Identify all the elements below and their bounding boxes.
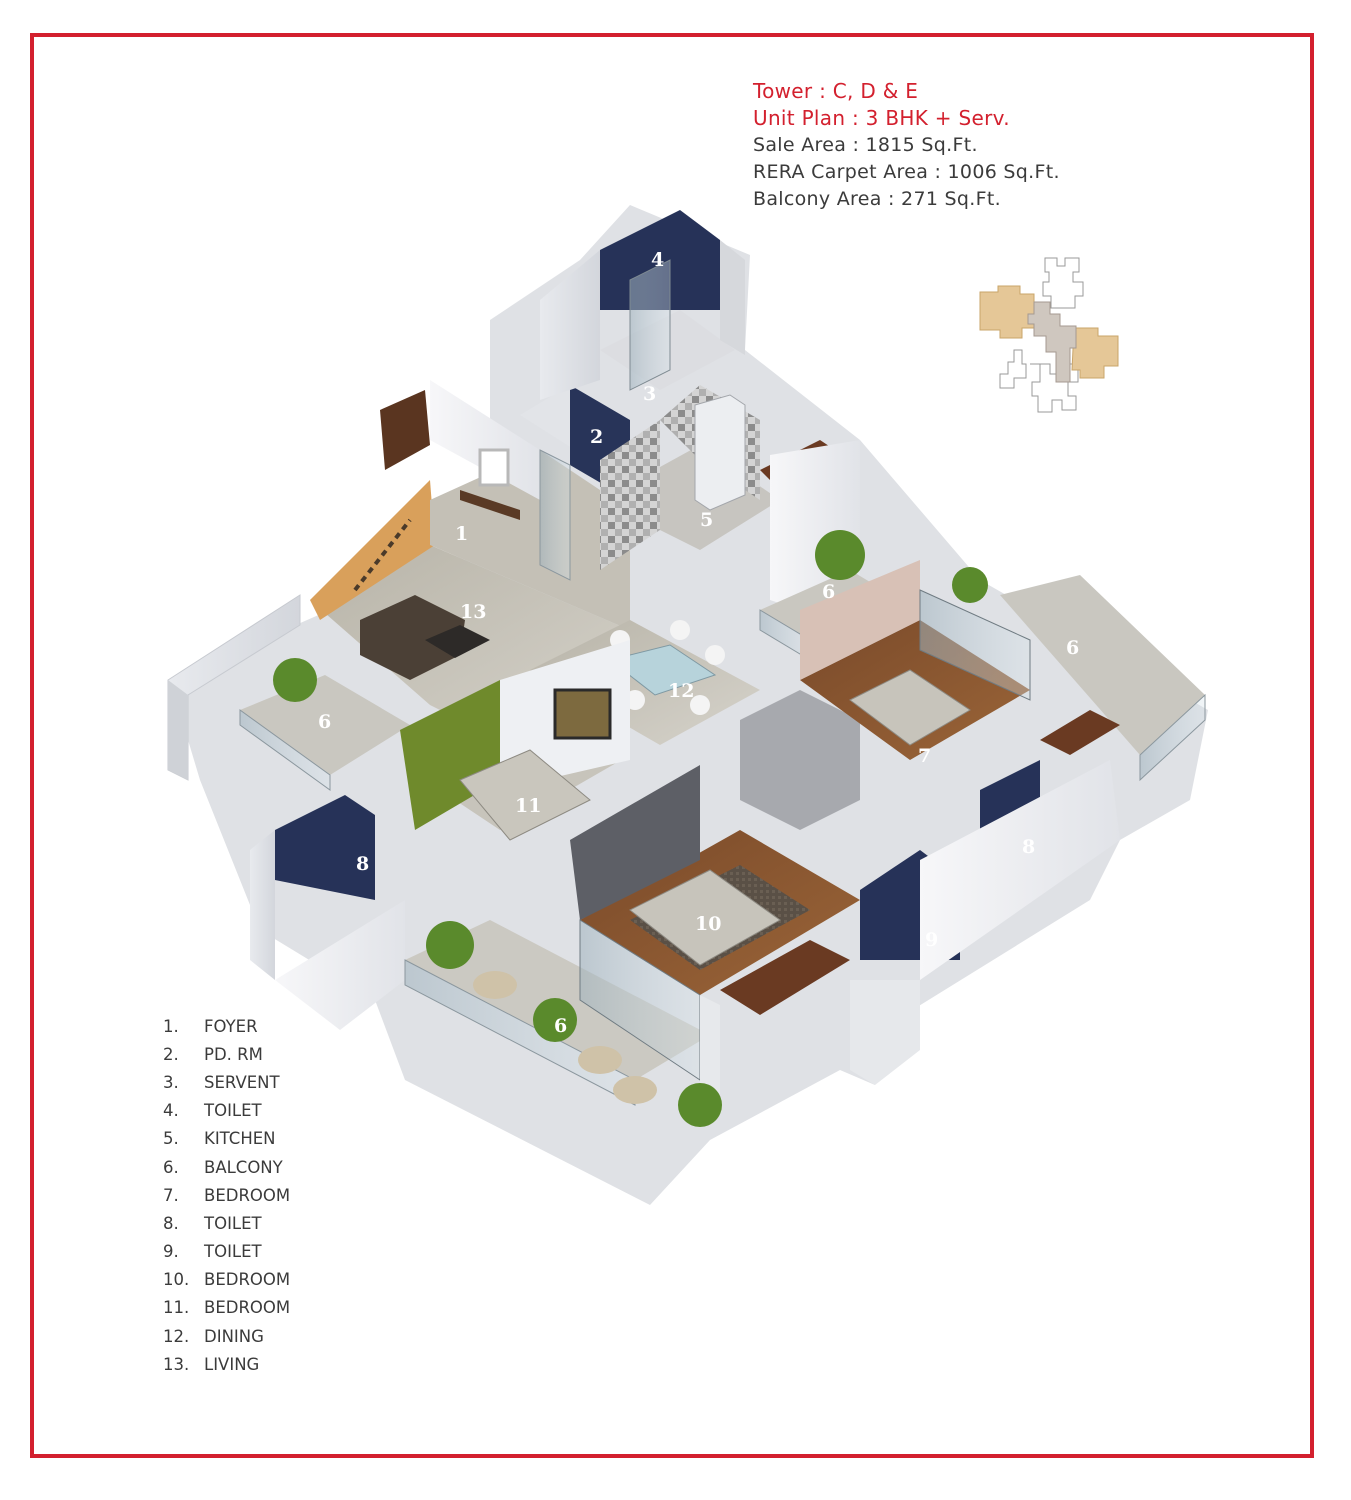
toilet-8-left-outer (250, 830, 275, 980)
legend-number: 1. (163, 1016, 179, 1036)
legend-item (163, 1350, 290, 1378)
room-label-2: 2 (590, 426, 604, 448)
room-label-5: 5 (700, 509, 714, 531)
legend-label: BALCONY (204, 1157, 283, 1177)
dining-chair-2 (670, 620, 690, 640)
foyer-mirror (480, 450, 508, 485)
room-label-8-right: 8 (1022, 836, 1036, 858)
toilet-4-glass (630, 260, 670, 390)
room-label-11: 11 (515, 795, 542, 817)
room-label-10: 10 (695, 913, 722, 935)
legend-number: 11. (163, 1298, 190, 1318)
legend-number: 3. (163, 1072, 179, 1092)
foyer-door (380, 390, 430, 470)
carpet-area: RERA Carpet Area : 1006 Sq.Ft. (753, 161, 1060, 183)
room-label-13: 13 (460, 601, 487, 623)
balcony-bottom-chair-2 (578, 1046, 622, 1074)
servant-walls-right (720, 240, 745, 355)
room-label-4: 4 (651, 249, 665, 271)
legend-item (163, 1266, 290, 1294)
wall-left-arm-face (168, 680, 188, 780)
unit-info (753, 78, 1060, 213)
legend-item (163, 1209, 290, 1237)
room-label-12: 12 (668, 680, 695, 702)
kitchen-fridge (695, 395, 745, 510)
legend-label: BEDROOM (204, 1185, 291, 1205)
legend-number: 10. (163, 1270, 190, 1290)
legend-number: 2. (163, 1044, 179, 1064)
legend-label: SERVENT (204, 1072, 280, 1092)
legend-label: BEDROOM (204, 1270, 291, 1290)
room-legend (163, 1012, 290, 1378)
legend-number: 7. (163, 1185, 179, 1205)
balcony-area: Balcony Area : 271 Sq.Ft. (753, 188, 1001, 210)
plant-icon (815, 530, 865, 580)
room-label-8-left: 8 (356, 853, 370, 875)
legend-label: BEDROOM (204, 1298, 291, 1318)
bedroom-11-art (555, 690, 610, 738)
plant-icon (426, 921, 474, 969)
balcony-bottom-chair-3 (613, 1076, 657, 1104)
plant-icon (952, 567, 988, 603)
dining-chair-3 (705, 645, 725, 665)
room-label-6-kitchen-balcony: 6 (822, 581, 836, 603)
room-label-7: 7 (918, 745, 932, 767)
legend-label: KITCHEN (204, 1129, 276, 1149)
legend-item (163, 1012, 290, 1040)
room-label-6-right-balcony: 6 (1066, 637, 1080, 659)
powder-room-glass (540, 450, 570, 580)
room-label-6-bottom-balcony: 6 (554, 1015, 568, 1037)
legend-label: TOILET (204, 1213, 262, 1233)
corridor-walls (740, 690, 860, 830)
balcony-bottom-chair-1 (473, 971, 517, 999)
legend-number: 13. (163, 1354, 190, 1374)
legend-number: 9. (163, 1242, 179, 1262)
legend-label: DINING (204, 1326, 264, 1346)
legend-item (163, 1294, 290, 1322)
plant-icon (678, 1083, 722, 1127)
legend-item (163, 1040, 290, 1068)
legend-label: LIVING (204, 1354, 260, 1374)
unit-plan-title: Unit Plan : 3 BHK + Serv. (753, 106, 1010, 130)
legend-item (163, 1181, 290, 1209)
legend-label: TOILET (204, 1101, 262, 1121)
legend-item (163, 1125, 290, 1153)
legend-number: 4. (163, 1101, 179, 1121)
legend-label: TOILET (204, 1242, 262, 1262)
plant-icon (273, 658, 317, 702)
room-label-1: 1 (455, 523, 469, 545)
legend-label: PD. RM (204, 1044, 263, 1064)
legend-item (163, 1068, 290, 1096)
legend-number: 6. (163, 1157, 179, 1177)
legend-number: 8. (163, 1213, 179, 1233)
legend-item (163, 1238, 290, 1266)
legend-item (163, 1153, 290, 1181)
legend-item (163, 1322, 290, 1350)
legend-label: FOYER (204, 1016, 258, 1036)
room-label-9: 9 (925, 929, 939, 951)
legend-item (163, 1097, 290, 1125)
room-label-3: 3 (643, 383, 657, 405)
sale-area: Sale Area : 1815 Sq.Ft. (753, 134, 978, 156)
tower-title: Tower : C, D & E (753, 79, 919, 103)
legend-number: 12. (163, 1326, 190, 1346)
legend-number: 5. (163, 1129, 179, 1149)
right-outer-wall-2 (850, 980, 920, 1085)
room-label-6-left-balcony: 6 (318, 711, 332, 733)
floor-plan-3d (160, 200, 1220, 1210)
